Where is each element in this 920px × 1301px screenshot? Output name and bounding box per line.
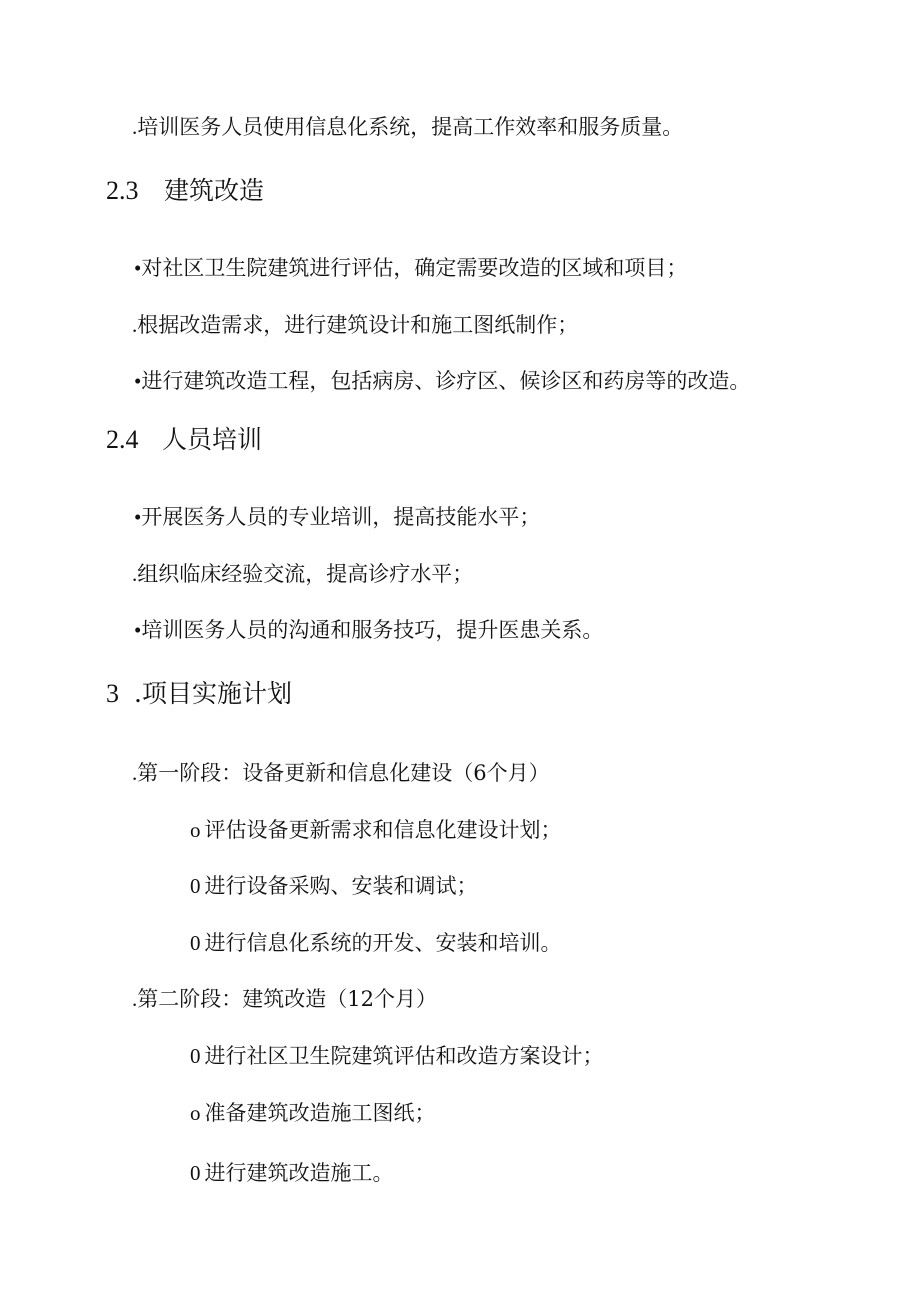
phase-item <box>132 985 437 1013</box>
sub-list-item <box>190 929 562 957</box>
sub-list-item <box>190 816 562 844</box>
item-marker: . <box>132 987 138 1011</box>
item-marker: o <box>190 818 201 842</box>
list-item <box>134 367 750 395</box>
list-item <box>134 503 540 531</box>
section-title: .项目实施计划 <box>134 679 292 708</box>
item-marker: 0 <box>190 1161 201 1185</box>
item-marker: 0 <box>190 1044 201 1068</box>
item-text: 开展医务人员的专业培训，提高技能水平； <box>141 505 541 529</box>
item-text: 准备建筑改造施工图纸； <box>204 1101 436 1125</box>
list-item <box>132 113 683 141</box>
sub-list-item <box>190 872 478 900</box>
section-number: 2.3 <box>106 176 139 205</box>
item-text: 培训医务人员使用信息化系统，提高工作效率和服务质量。 <box>137 115 684 139</box>
item-marker: . <box>132 115 138 139</box>
section-heading-2-4 <box>106 424 262 456</box>
item-text: 根据改造需求，进行建筑设计和施工图纸制作； <box>137 313 579 337</box>
sub-list-item <box>190 1042 604 1070</box>
item-marker: 0 <box>190 931 201 955</box>
item-text: 进行建筑改造工程，包括病房、诊疗区、候诊区和药房等的改造。 <box>141 369 751 393</box>
section-title: 建筑改造 <box>164 176 265 205</box>
item-marker: • <box>134 369 142 393</box>
section-heading-2-3 <box>106 175 264 207</box>
section-number: 3 <box>106 679 119 708</box>
item-text: 第一阶段：设备更新和信息化建设（6个月） <box>137 761 550 785</box>
item-marker: . <box>132 313 138 337</box>
item-marker: o <box>190 1101 201 1125</box>
item-text: 对社区卫生院建筑进行评估，确定需要改造的区域和项目； <box>141 256 688 280</box>
list-item <box>134 616 603 644</box>
section-title: 人员培训 <box>162 425 263 454</box>
list-item <box>132 560 473 588</box>
phase-item <box>132 759 550 787</box>
section-number: 2.4 <box>106 425 139 454</box>
item-text: 培训医务人员的沟通和服务技巧，提升医患关系。 <box>141 618 604 642</box>
item-text: 组织临床经验交流，提高诊疗水平； <box>137 562 474 586</box>
item-text: 进行信息化系统的开发、安装和培训。 <box>204 931 562 955</box>
item-text: 进行社区卫生院建筑评估和改造方案设计； <box>204 1044 604 1068</box>
list-item <box>134 254 687 282</box>
item-marker: 0 <box>190 874 201 898</box>
item-text: 进行设备采购、安装和调试； <box>204 874 478 898</box>
item-marker: • <box>134 505 142 529</box>
section-heading-3 <box>106 678 292 710</box>
item-marker: • <box>134 256 142 280</box>
item-marker: • <box>134 618 142 642</box>
item-text: 评估设备更新需求和信息化建设计划； <box>204 818 562 842</box>
list-item <box>132 311 578 339</box>
item-text: 进行建筑改造施工。 <box>204 1161 394 1185</box>
item-text: 第二阶段：建筑改造（12个月） <box>137 987 437 1011</box>
item-marker: . <box>132 761 138 785</box>
sub-list-item <box>190 1099 436 1127</box>
sub-list-item <box>190 1159 394 1187</box>
item-marker: . <box>132 562 138 586</box>
